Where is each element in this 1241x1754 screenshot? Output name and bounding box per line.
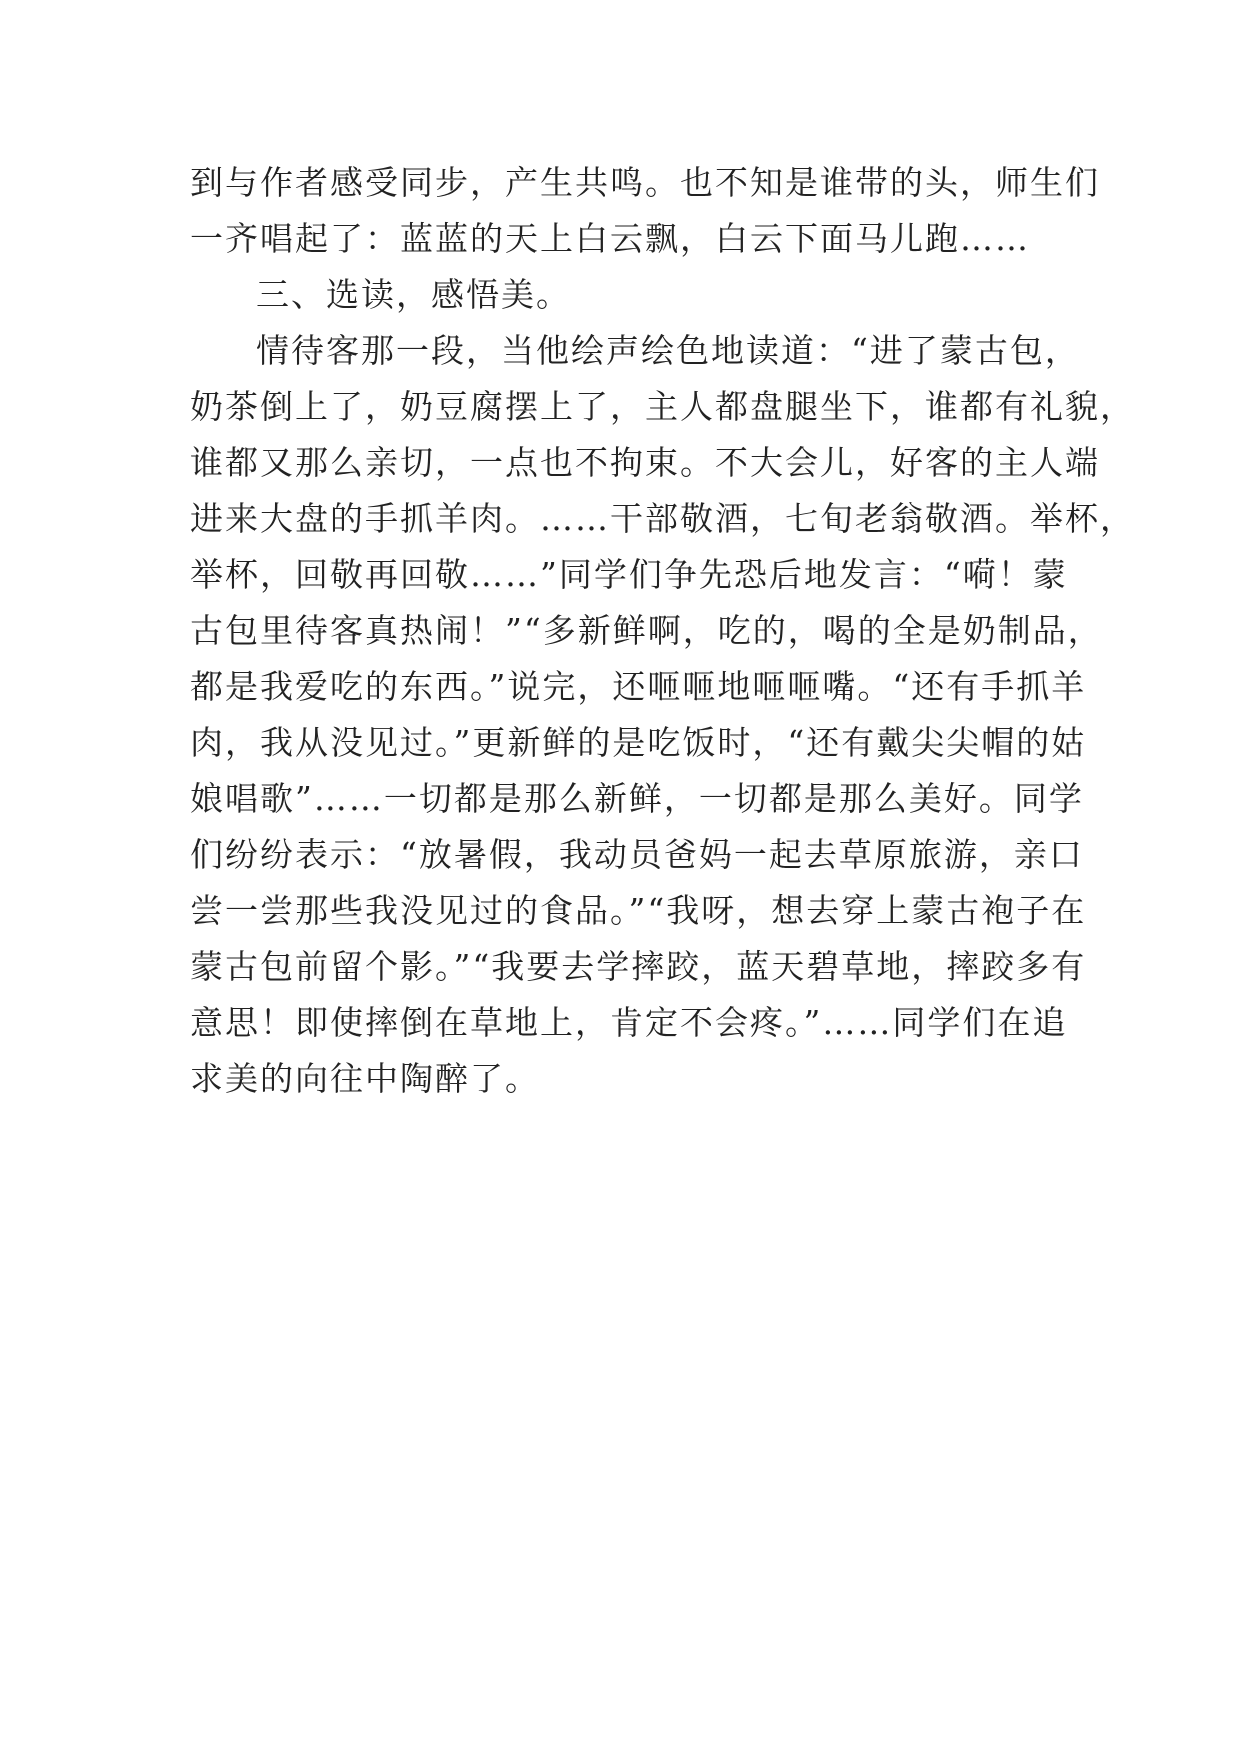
- text-line: 肉，我从没见过。”更新鲜的是吃饭时，“还有戴尖尖帽的姑: [190, 723, 1087, 762]
- text-line: 娘唱歌”……一切都是那么新鲜，一切都是那么美好。同学: [190, 779, 1084, 818]
- text-line: 进来大盘的手抓羊肉。……干部敬酒，七旬老翁敬酒。举杯，: [190, 499, 1135, 538]
- text-line: 奶茶倒上了，奶豆腐摆上了，主人都盘腿坐下，谁都有礼貌，: [190, 387, 1135, 426]
- text-line: 尝一尝那些我没见过的食品。”“我呀，想去穿上蒙古袍子在: [190, 891, 1087, 930]
- body-text: [190, 155, 1135, 1107]
- text-line: 一齐唱起了：蓝蓝的天上白云飘，白云下面马儿跑……: [190, 219, 1030, 258]
- text-line: 古包里待客真热闹！”“多新鲜啊，吃的，喝的全是奶制品，: [190, 611, 1103, 650]
- text-line: 意思！即使摔倒在草地上，肯定不会疼。”……同学们在追: [190, 1003, 1068, 1042]
- text-line: 到与作者感受同步，产生共鸣。也不知是谁带的头，师生们: [190, 163, 1100, 202]
- text-line: 蒙古包前留个影。”“我要去学摔跤，蓝天碧草地，摔跤多有: [190, 947, 1087, 986]
- section-heading: 三、选读，感悟美。: [256, 275, 571, 314]
- text-line: 举杯，回敬再回敬……”同学们争先恐后地发言：“嗬！蒙: [190, 555, 1068, 594]
- text-line: 情待客那一段，当他绘声绘色地读道：“进了蒙古包，: [256, 331, 1080, 370]
- text-line: 谁都又那么亲切，一点也不拘束。不大会儿，好客的主人端: [190, 443, 1100, 482]
- text-line: 都是我爱吃的东西。”说完，还咂咂地咂咂嘴。“还有手抓羊: [190, 667, 1087, 706]
- text-line: 们纷纷表示：“放暑假，我动员爸妈一起去草原旅游，亲口: [190, 835, 1084, 874]
- text-line: 求美的向往中陶醉了。: [190, 1059, 540, 1098]
